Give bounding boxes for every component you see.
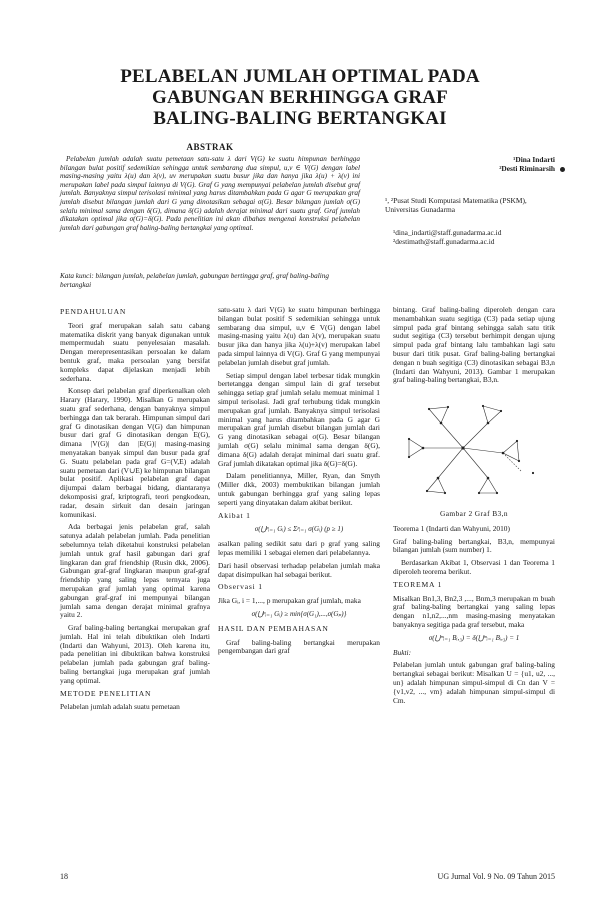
paragraph: satu-satu λ dari V(G) ke suatu himpunan berhingga bilangan bulat positif S sedemikian sehingga untuk sembarang dua simpul, u,v ∈ V(G) dengan label masing-masing yaitu λ(u) dan λ(v), merupakan suatu busur jika dan hanya jika λ(u)+λ(v) merupakan label pada simpul lainnya di V(G). Graf G yang mempunyai pelabelan jumlah disebut graf jumlah.: [218, 305, 380, 367]
formula-akibat: σ(⋃ᵖᵢ₌₁ Gᵢ) ≤ Σᵖᵢ₌₁ σ(Gᵢ) (p ≥ 1): [254, 525, 344, 534]
paragraph: Pelabelan jumlah untuk gabungan graf baling-baling bertangkai sebagai berikut: Misalkan U = {u1, u2, ..., un} adalah himpunan simpul-simpul di Cn dan V = {v1,v2, ..., vm} adalah himpunan simpul-simpul di Cm.: [393, 660, 555, 705]
author-2: ²Desti Riminarsih: [499, 164, 555, 174]
email-2: ²destimath@staff.gunadarma.ac.id: [393, 237, 495, 247]
paragraph: Misalkan Bn1,3, Bn2,3 ,..., Bnm,3 merupakan m buah graf baling-baling bertangkai yang saling lepas dengan n1,n2,...,nm masing-masing menyatakan banyaknya segitiga pada graf tersebut, maka: [393, 593, 555, 629]
paragraph: asalkan paling sedikit satu dari p graf yang saling lepas memiliki 1 sebagai elemen dari pelabelannya.: [218, 539, 380, 557]
paragraph: Konsep dari pelabelan graf diperkenalkan oleh Harary (Harary, 1990). Misalkan G merupakan suatu graf sederhana, dengan banyaknya simpul berhingga dan tak berarah. Himpunan simpul dari graf G dinotasikan dengan V(G) dan himpunan busur dari graf G dinotasikan dengan E(G), dimana |V(G)| dan |E(G)| masing-masing menyatakan banyak simpul dan busur pada graf G. Suatu pelabelan pada graf G=(V,E) adalah suatu pemetaan dari (V∪E) ke himpunan bilangan bulat positif. Aplikasi pelabelan graf dapat dijumpai dalam berbagai bidang, diantaranya dekomposisi graf, kriptografi, teori pengkodean, radar, desain sirkuit dan desain jaringan komunikasi.: [60, 386, 210, 519]
paragraph: Setiap simpul dengan label terbesar tidak mungkin bertetangga dengan simpul lain di graf tersebut sehingga setiap graf jumlah selalu memuat minimal 1 simpul terisolasi. Jadi graf terhubung tidak mungkin merupakan graf jumlah. Banyaknya simpul terisolasi minimal yang harus ditambahkan pada G agar G merupakan graf jumlah disebut bilangan jumlah dari G yang dinotasikan sebagai σ(G). Besar bilangan jumlah σ(G) selalu minimal sama dengan δ(G), dimana δ(G) adalah derajat minimal dari suatu graf. Graf jumlah dikatakan optimal jika δ(G)=δ(G).: [218, 370, 380, 468]
paper-title: [60, 66, 540, 129]
title-line: GABUNGAN BERHINGGA GRAF: [152, 87, 448, 108]
paragraph: Graf baling-baling bertangkai merupakan pengembangan dari graf: [218, 637, 380, 656]
paragraph: bintang. Graf baling-baling diperoleh dengan cara menambahkan suatu segitiga (C3) pada setiap ujung simpul pada graf bintang sehingga salah satu titik sudut segitiga (C3) tersebut berhimpit dengan ujung simpul pada graf bintang lalu tambahkan lagi satu busur dari titik pusat. Graf baling-baling bertangkai dengan n buah segitiga (C3) dinotasikan sebagai B3,n (Indarti dan Wahyuni, 2013). Gambar 1 merupakan graf baling-baling bertangkai, B3,n.: [393, 305, 555, 385]
section-heading-pendahuluan: PENDAHULUAN: [60, 307, 127, 316]
column-2: [218, 306, 380, 660]
email-1: ¹dina_indarti@staff.gunadarma.ac.id: [393, 228, 502, 237]
paragraph: Graf baling-baling bertangkai merupakan graf jumlah. Hal ini telah dibuktikan oleh Indarti (Indarti dan Wahyuni, 2013). Oleh karena itu, pada penelitian ini dibuktikan bahwa konstruksi pelabelan jumlah pada gabungan graf baling-baling bertangkai juga merupakan graf jumlah yang optimal.: [60, 623, 210, 685]
title-line: PELABELAN JUMLAH OPTIMAL PADA: [120, 66, 480, 87]
paragraph: Ada berbagai jenis pelabelan graf, salah satunya adalah pelabelan jumlah. Pada penelitian sebelumnya telah diketahui konstruksi pelabelan jumlah untuk graf hasil gabungan dari graf lingkaran dan graf friendship (Rusin dkk, 2006). Gabungan graf-graf lingkaran maupun graf-graf friendship yang saling lepas ternyata juga merupakan graf jumlah yang optimal karena gabungan graf-graf ini mempunyai bilangan jumlah sama dengan derajat minimal grafnya yaitu 2.: [60, 522, 210, 620]
theorem-label: Teorema 1 (Indarti dan Wahyuni, 2010): [393, 523, 510, 533]
graph-figure: [393, 393, 553, 503]
column-3: [393, 306, 555, 709]
section-heading-teorema: TEOREMA 1: [393, 579, 443, 589]
abstract-heading: ABSTRAK: [186, 142, 234, 152]
observasi-label: Observasi 1: [218, 582, 263, 592]
bullet-dot-icon: [560, 167, 565, 172]
page-number: 18: [60, 872, 68, 881]
emails: [393, 228, 563, 247]
title-line: BALING-BALING BERTANGKAI: [153, 108, 447, 129]
paragraph: Dari hasil observasi terhadap pelabelan jumlah maka dapat disimpulkan hal sebagai berikut.: [218, 560, 380, 579]
authors: [370, 155, 555, 174]
section-heading-hasil: HASIL DAN PEMBAHASAN: [218, 623, 329, 633]
abstract-text: Pelabelan jumlah adalah suatu pemetaan satu-satu λ dari V(G) ke suatu himpunan berhingga bilangan bulat positif sedemikian sehingga untuk sembarang dua simpul, u,v ∈ V(G) dengan label masing-masing yaitu λ(u) dan λ(v), uv merupakan suatu busur jika dan hanya jika λ(u) + λ(v) ini merupakan label pada simpul lainnya di V(G). Graf G yang mempunyai pelabelan jumlah disebut graf jumlah. Banyaknya simpul terisolasi minimal yang harus ditambahkan pada G agar G merupakan graf jumlah disebut bilangan jumlah dari G yang dinotasikan sebagai σ(G). Besar bilangan jumlah σ(G) selalu minimal sama dengan δ(G), dimana δ(G) adalah derajat minimal dari suatu graf. Graf jumlah dikatakan optimal jika σ(G)=δ(G). Pada penelitian ini akan dibahas mengenai konstruksi pelabelan jumlah dari gabungan graf baling-baling bertangkai yang optimal.: [60, 155, 360, 232]
paragraph: Teori graf merupakan salah satu cabang matematika diskrit yang banyak digunakan untuk mempermudah suatu penyelesaian masalah. Dengan merepresentasikan persoalan ke dalam bentuk graf, maka persoalan yang bersifat kompleks dapat dijelaskan menjadi lebih sederhana.: [60, 320, 210, 383]
section-heading-metode: METODE PENELITIAN: [60, 688, 152, 698]
paragraph: Pelabelan jumlah adalah suatu pemetaan: [60, 702, 180, 712]
figure-caption: Gambar 2 Graf B3,n: [440, 508, 508, 518]
abstract: [60, 155, 360, 236]
paragraph: Graf baling-baling bertangkai, B3,n, mempunyai bilangan jumlah (sum number) 1.: [393, 536, 555, 555]
paragraph: Dalam penelitiannya, Miller, Ryan, dan Smyth (Miller dkk, 2003) membuktikan bilangan jumlah untuk gabungan berhingga graf yang saling lepas seperti yang dinyatakan dalam akibat berikut.: [218, 471, 380, 507]
bukti-label: Bukti:: [393, 647, 412, 657]
paragraph: Berdasarkan Akibat 1, Observasi 1 dan Teorema 1 diperoleh teorema berikut.: [393, 558, 555, 576]
formula-observasi: σ(⋃ᵖᵢ₌₁ Gᵢ) ≥ min{σ(G₁),...,σ(Gₚ)}: [251, 609, 347, 618]
formula-teorema: σ(⋃ᵐᵢ₌₁ Bᵢ,₃) = δ(⋃ᵐᵢ₌₁ Bᵢ,₃) = 1: [428, 633, 520, 642]
keywords: Kata kunci: bilangan jumlah, pelabelan jumlah, gabungan bertingga graf, graf baling-baling bertangkai: [60, 272, 329, 289]
journal-footer: UG Jurnal Vol. 9 No. 09 Tahun 2015: [437, 872, 555, 881]
column-1: [60, 306, 210, 716]
author-1: ¹Dina Indarti: [513, 155, 555, 164]
akibat-label: Akibat 1: [218, 510, 251, 520]
paragraph: Jika Gᵢ, i = 1,..., p merupakan graf jumlah, maka: [218, 596, 361, 606]
affiliation: ¹, ²Pusat Studi Komputasi Matematika (PSKM), Universitas Gunadarma: [385, 196, 527, 215]
